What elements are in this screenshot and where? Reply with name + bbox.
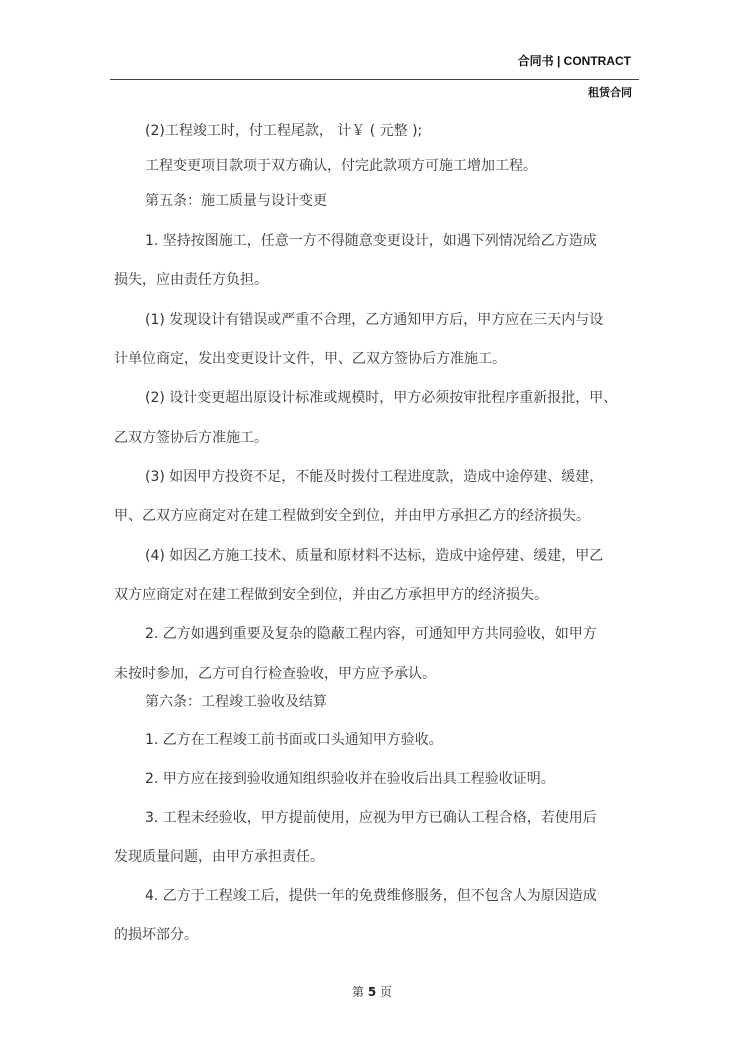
text-line: 损失，应由责任方负担。 [114, 272, 268, 288]
text-line: 未按时参加，乙方可自行检查验收，甲方应予承认。 [114, 666, 436, 682]
page-label-prefix: 第 [351, 985, 364, 999]
text-line: 3. 工程未经验收，甲方提前使用，应视为甲方已确认工程合格，若使用后 [145, 810, 597, 826]
text-line: 工程变更项目款项于双方确认，付完此款项方可施工增加工程。 [145, 158, 537, 174]
text-line: 计单位商定，发出变更设计文件，甲、乙双方签协后方准施工。 [114, 351, 506, 367]
text-line: 甲、乙双方应商定对在建工程做到安全到位，并由甲方承担乙方的经济损失。 [114, 508, 590, 524]
page-number: 5 [367, 985, 377, 999]
page-label-suffix: 页 [380, 985, 393, 999]
text-line: (2)工程竣工时，付工程尾款， 计￥ ( 元整 ); [145, 123, 423, 139]
text-line: (1) 发现设计有错误或严重不合理，乙方通知甲方后，甲方应在三天内与设 [145, 312, 604, 328]
text-line: (3) 如因甲方投资不足，不能及时拨付工程进度款，造成中途停建、缓建， [145, 469, 604, 485]
text-line: 1. 坚持按图施工，任意一方不得随意变更设计，如遇下列情况给乙方造成 [145, 233, 597, 249]
text-line: 2. 乙方如遇到重要及复杂的隐蔽工程内容，可通知甲方共同验收，如甲方 [145, 626, 597, 642]
text-line: 的损坏部分。 [114, 927, 198, 943]
header-subtitle: 租赁合同 [588, 86, 632, 99]
text-line: 1. 乙方在工程竣工前书面或口头通知甲方验收。 [145, 732, 443, 748]
text-line: 双方应商定对在建工程做到安全到位，并由乙方承担甲方的经济损失。 [114, 587, 548, 603]
text-line: 发现质量问题，由甲方承担责任。 [114, 849, 324, 865]
text-line: 4. 乙方于工程竣工后，提供一年的免费维修服务，但不包含人为原因造成 [145, 888, 597, 904]
text-line: (4) 如因乙方施工技术、质量和原材料不达标，造成中途停建、缓建，甲乙 [145, 548, 604, 564]
text-line: 2. 甲方应在接到验收通知组织验收并在验收后出具工程验收证明。 [145, 771, 555, 787]
text-line: (2) 设计变更超出原设计标准或规模时，甲方必须按审批程序重新报批，甲、 [145, 390, 618, 406]
section-heading: 第五条：施工质量与设计变更 [145, 193, 327, 209]
section-heading: 第六条：工程竣工验收及结算 [145, 694, 327, 710]
page-footer [0, 983, 744, 1000]
header-title: 合同书 | CONTRACT [517, 54, 631, 68]
text-line: 乙双方签协后方准施工。 [114, 430, 268, 446]
